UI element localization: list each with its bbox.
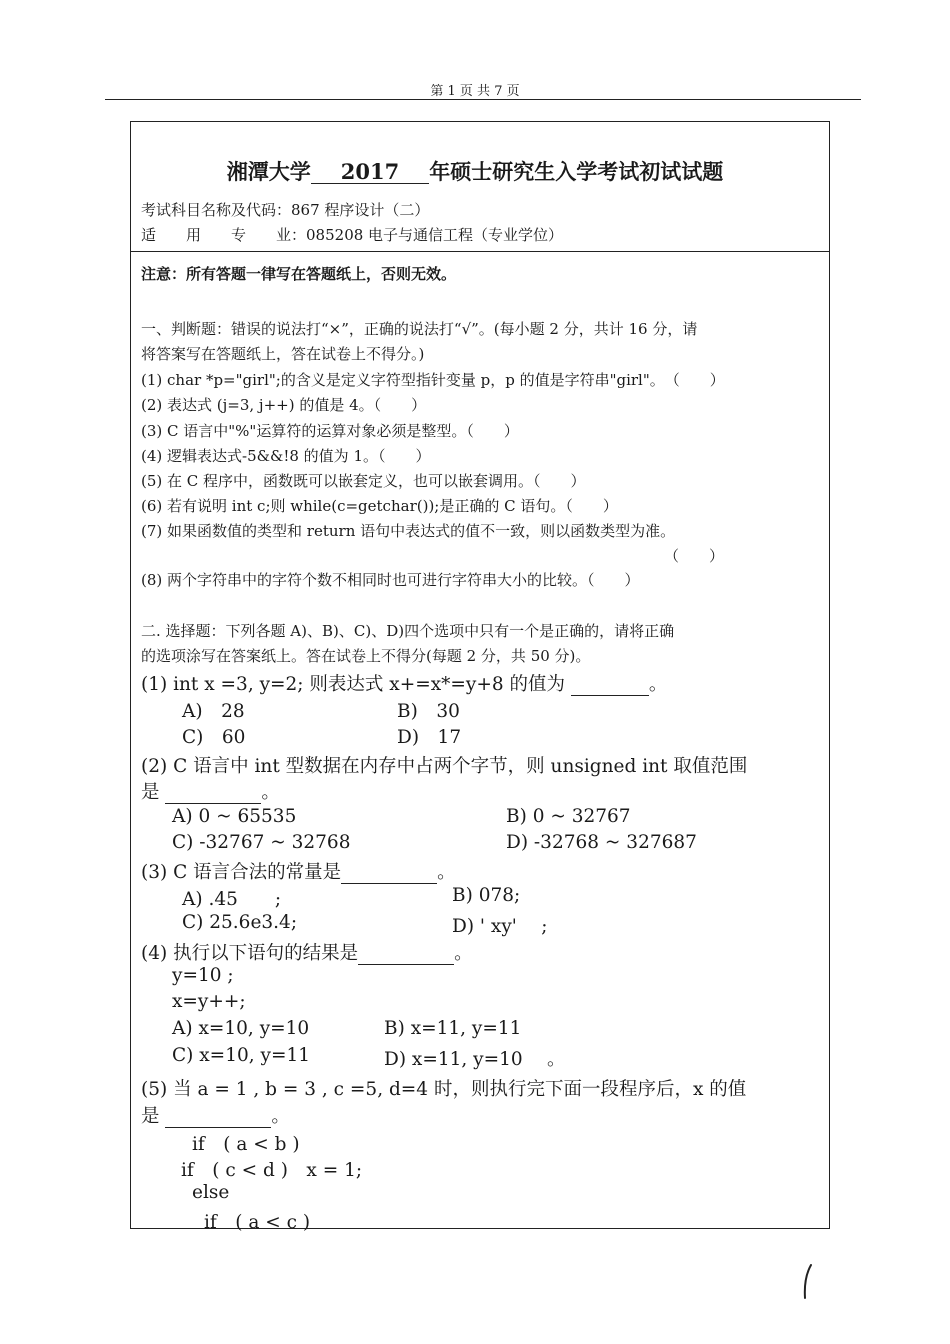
q2-option-d: D) -32768 ~ 327687 <box>506 832 697 853</box>
tf-item-2: (2) 表达式 (j=3, j++) 的值是 4。（ ） <box>141 396 427 414</box>
question-2-line1: (2) C 语言中 int 型数据在内存中占两个字节，则 unsigned int 取值范围 <box>141 756 748 777</box>
title-suffix: 年硕士研究生入学考试初试试题 <box>429 159 724 184</box>
header-rule <box>105 99 861 100</box>
q2-option-a: A) 0 ~ 65535 <box>172 806 297 827</box>
question-2-line2 <box>141 778 280 804</box>
q4-option-c: C) x=10, y=11 <box>172 1045 310 1066</box>
tf-item-6: (6) 若有说明 int c;则 while(c=getchar());是正确的 C 语句。（ ） <box>141 497 618 515</box>
question-4-stem: (4) 执行以下语句的结果是 <box>141 943 359 964</box>
q5-code-line-1: if ( a < b ) <box>192 1134 300 1155</box>
answer-blank <box>571 674 649 696</box>
q5-code-line-2: if ( c < d ) x = 1; <box>181 1160 363 1181</box>
notice-divider <box>130 251 830 252</box>
q1-option-d: D) 17 <box>397 727 462 748</box>
section1-intro-line2: 将答案写在答题纸上，答在试卷上不得分。) <box>141 345 425 363</box>
q4-option-a: A) x=10, y=10 <box>172 1018 310 1039</box>
handwritten-pen-mark <box>798 1262 818 1302</box>
q3-option-a: A) .45 ; <box>182 889 282 910</box>
title-year: 2017 <box>311 161 429 184</box>
q5-code-line-4: if ( a < c ) <box>204 1212 311 1233</box>
question-4-end: 。 <box>454 943 473 964</box>
question-5-stem: 是 <box>141 1106 160 1127</box>
answer-blank <box>165 782 261 804</box>
section2-intro-line2: 的选项涂写在答案纸上。答在试卷上不得分(每题 2 分，共 50 分)。 <box>141 647 591 665</box>
section2-intro-line1: 二. 选择题：下列各题 A)、B)、C)、D)四个选项中只有一个是正确的，请将正确 <box>141 622 675 640</box>
q1-option-a: A) 28 <box>182 701 245 722</box>
tf-item-1: (1) char *p="girl";的含义是定义字符型指针变量 p，p 的值是字符串"girl"。 （ ） <box>141 371 725 389</box>
question-5-line2 <box>141 1102 290 1128</box>
exam-title <box>0 156 950 186</box>
q5-code-line-3: else <box>192 1182 230 1203</box>
exam-notice: 注意：所有答题一律写在答题纸上，否则无效。 <box>141 265 457 283</box>
tf-item-5: (5) 在 C 程序中，函数既可以嵌套定义，也可以嵌套调用。（ ） <box>141 472 586 490</box>
tf-item-4: (4) 逻辑表达式-5&&!8 的值为 1。（ ） <box>141 447 431 465</box>
question-1 <box>141 670 667 696</box>
answer-blank <box>165 1106 271 1128</box>
question-2-stem: 是 <box>141 782 160 803</box>
section1-intro-line1: 一、判断题：错误的说法打“×”，正确的说法打“√”。(每小题 2 分，共计 16 分，请 <box>141 320 698 338</box>
q4-code-line-2: x=y++; <box>172 991 246 1012</box>
exam-major <box>141 224 563 245</box>
exam-subject: 考试科目名称及代码：867 程序设计（二） <box>141 201 430 219</box>
question-5-end: 。 <box>271 1106 290 1127</box>
q1-option-b: B) 30 <box>397 701 460 722</box>
q2-option-b: B) 0 ~ 32767 <box>506 806 631 827</box>
major-label: 适 用 专 业： <box>141 226 307 244</box>
question-3 <box>141 858 456 884</box>
q3-option-d: D) ' xy' ; <box>452 916 548 937</box>
question-2-end: 。 <box>261 782 280 803</box>
tf-item-7-bracket: （ ） <box>664 547 725 565</box>
major-value: 085208 电子与通信工程（专业学位） <box>306 226 564 244</box>
title-university: 湘潭大学 <box>226 159 311 184</box>
q4-option-d: D) x=11, y=10 。 <box>384 1049 566 1070</box>
q4-code-line-1: y=10 ; <box>172 965 234 986</box>
question-5-line1: (5) 当 a = 1 , b = 3 , c =5, d=4 时，则执行完下面一段程序后，x 的值 <box>141 1079 747 1100</box>
q1-option-c: C) 60 <box>182 727 246 748</box>
tf-item-7: (7) 如果函数值的类型和 return 语句中表达式的值不一致，则以函数类型为准。 <box>141 522 676 540</box>
answer-blank <box>341 862 437 884</box>
question-1-stem: (1) int x =3, y=2; 则表达式 x+=x*=y+8 的值为 <box>141 674 566 695</box>
q4-option-b: B) x=11, y=11 <box>384 1018 522 1039</box>
page-number-header: 第 1 页 共 7 页 <box>430 84 520 99</box>
q2-option-c: C) -32767 ~ 32768 <box>172 832 351 853</box>
question-4 <box>141 939 473 965</box>
q3-option-b: B) 078; <box>452 885 521 906</box>
question-1-end: 。 <box>648 674 668 695</box>
tf-item-8: (8) 两个字符串中的字符个数不相同时也可进行字符串大小的比较。（ ） <box>141 571 640 589</box>
question-3-stem: (3) C 语言合法的常量是 <box>141 862 342 883</box>
q3-option-c: C) 25.6e3.4; <box>182 912 298 933</box>
answer-blank <box>358 943 454 965</box>
question-3-end: 。 <box>437 862 456 883</box>
tf-item-3: (3) C 语言中"%"运算符的运算对象必须是整型。（ ） <box>141 422 519 440</box>
